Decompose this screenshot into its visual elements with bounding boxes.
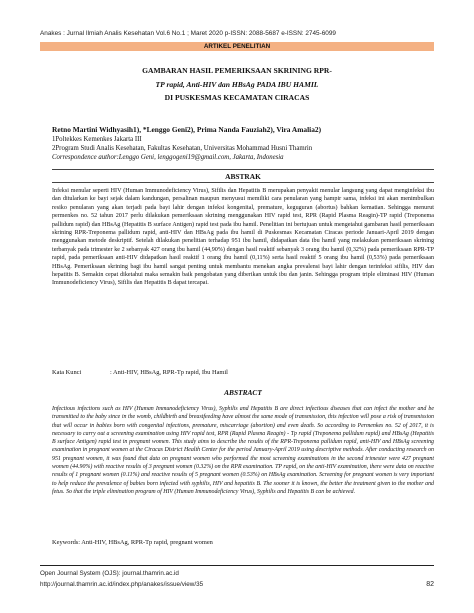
abstract-text: Infectious infections such as HIV (Human Immunodeficiency Virus), Syphilis and Hepatitis B are direct infectious diseases that can infect the mother and be transmitted to the baby since in the womb, childbirth and breastfeeding have almost the same mode of transmission, this infection will pose a risk of transmission that will occur in babies born with congenital infections, premature, miscarriage (abortion) and even death. So according to Permenkes no. 52 of 2017, it is necessary to carry out a screening examination using HIV rapid test, RPR (Rapid Plasma Reagin) - Tp rapid (Treponema pallidum rapid) and HBsAg (Hepatitis B surface Antigen) rapid test in pregnant women. This study aims to describe the results of the RPR-Treponema pallidum rapid, anti-HIV and HBsAg screening examination in pregnant women at the Ciracas District Health Center for the period January-April 2019 using descriptive methods. After conducting research on 951 pregnant women, it was found that data on pregnant women who performed the most screening examinations in the second trimester were 427 pregnant women (44.90%) with reactive results of 3 pregnant women (0.32%) on the RPR examination. TP rapid, on the anti-HIV examination, there were data on reactive results of 1 pregnant women (0.11%) and reactive results of 5 pregnant women (0.53%) on HBsAg examination. Screening for pregnant women is very important to help reduce the prevalence of babies born infected with syphilis, HIV and hepatitis B. The sooner it is known, the better the treatment given to the mother and fetus. So that the triple elimination program of HIV (Human Immunodeficiency Virus), Syphilis and Hepatitis B can be achieved. — [52, 406, 434, 495]
kata-kunci-label: Kata Kunci — [52, 369, 82, 376]
title-line-3: DI PUSKESMAS KECAMATAN CIRACAS — [164, 93, 310, 103]
author-list: Retno Martini Widhyasih1), *Lenggo Geni2), Prima Nanda Fauziah2), Vira Amalia2) — [52, 125, 322, 134]
footer-ojs: Open Journal System (OJS): journal.thamrin.ac.id — [40, 570, 179, 577]
running-head: Anakes : Jurnal Ilmiah Analis Kesehatan Vol.6 No.1 ; Maret 2020 p-ISSN: 2088-5687 e-ISSN: 2745-6099 — [40, 30, 336, 37]
affiliation-1: 1Poltekkes Kemenkes Jakarta III — [52, 136, 142, 143]
kata-kunci-value: : Anti-HIV, HBsAg, RPR-Tp rapid, Ibu Hamil — [110, 369, 228, 376]
article-title — [40, 64, 434, 105]
footer-url[interactable]: http://journal.thamrin.ac.id/index.php/anakes/issue/view/35 — [40, 581, 204, 588]
abstrak-heading: ABSTRAK — [225, 172, 261, 181]
kata-kunci — [52, 368, 434, 377]
correspondence: Correspondence author:Lenggo Geni, lenggogeni19@gmail.com, Jakarta, Indonesia — [52, 154, 284, 161]
page-number: 82 — [426, 581, 434, 588]
abstrak-text: Infeksi menular seperti HIV (Human Immunodeficiency Virus), Sifilis dan Hepatitis B merupakan penyakit menular langsung yang dapat menginfeksi ibu dan ditularkan ke bayi sejak dalam kandungan, persalinan maupun menyusui memiliki cara penularan yang hampir sama, infeksi ini akan menimbulkan resiko penularan yang akan terjadi pada bayi lahir dengan infeksi kongenital, premature, keguguran (abortus) bahkan kematian. Sehingga menurut permenkes no. 52 tahun 2017 perlu dilakukan pemeriksaan skrining menggunakan HIV rapid test, RPR (Rapid Plasma Reagin)-TP rapid (Treponema pallidum rapid) dan HBsAg (Hepatitis B surface Antigen) rapid test pada ibu hamil. Penelitian ini bertujuan untuk mengetahui gambaran hasil pemeriksaan skrining RPR-Treponema pallidum rapid, anti-HIV dan HBsAg pada ibu hamil di Puskesmas Kecamatan Ciracas periode Januari-April 2019 dengan menggunakan metode deskriptif. Setelah dilakukan penelitian terhadap 951 ibu hamil, didapatkan data ibu hamil yang melakukan pemeriksaan skrining terbanyak pada trimester ke 2 sebanyak 427 orang ibu hamil (44,90%) dengan hasil reaktif sebanyak 3 orang ibu hamil (0,32%) pada pemeriksaan RPR-TP rapid, pada pemeriksaan anti-HIV didapatkan hasil reaktif 1 orang ibu hamil (0,11%) serta hasil reaktif 5 orang ibu hamil (0,53%) pada pemeriksaan HBsAg. Pemeriksaan skrining bagi ibu hamil sangat penting untuk membantu menekan angka prevalensi bayi lahir dengan terinfeksi sifilis, HIV dan hepatitis B. Semakin cepat diketahui maka semakin baik pengobatan yang diberikan untuk ibu dan janin. Sehingga program triple eliminasi HIV (Human Immunodeficiency Virus), Sifilis dan Hepatitis B dapat tercapai. — [52, 188, 434, 287]
title-line-2: TP rapid, Anti-HIV dan HBsAg PADA IBU HAMIL — [155, 79, 319, 89]
title-line-1: GAMBARAN HASIL PEMERIKSAAN SKRINING RPR- — [142, 66, 332, 75]
section-label: ARTIKEL PENELITIAN — [40, 42, 434, 51]
affiliations — [52, 135, 432, 162]
abstract-heading: ABSTRACT — [224, 388, 262, 397]
divider — [52, 169, 434, 170]
keywords: Keywords: Anti-HIV, HBsAg, RPR-Tp rapid, pregnant women — [52, 539, 213, 546]
affiliation-2: 2Program Studi Analis Kesehatan, Fakultas Kesehatan, Universitas Mohammad Husni Thamrin — [52, 145, 313, 152]
divider — [52, 182, 434, 183]
footer-divider — [40, 565, 434, 566]
